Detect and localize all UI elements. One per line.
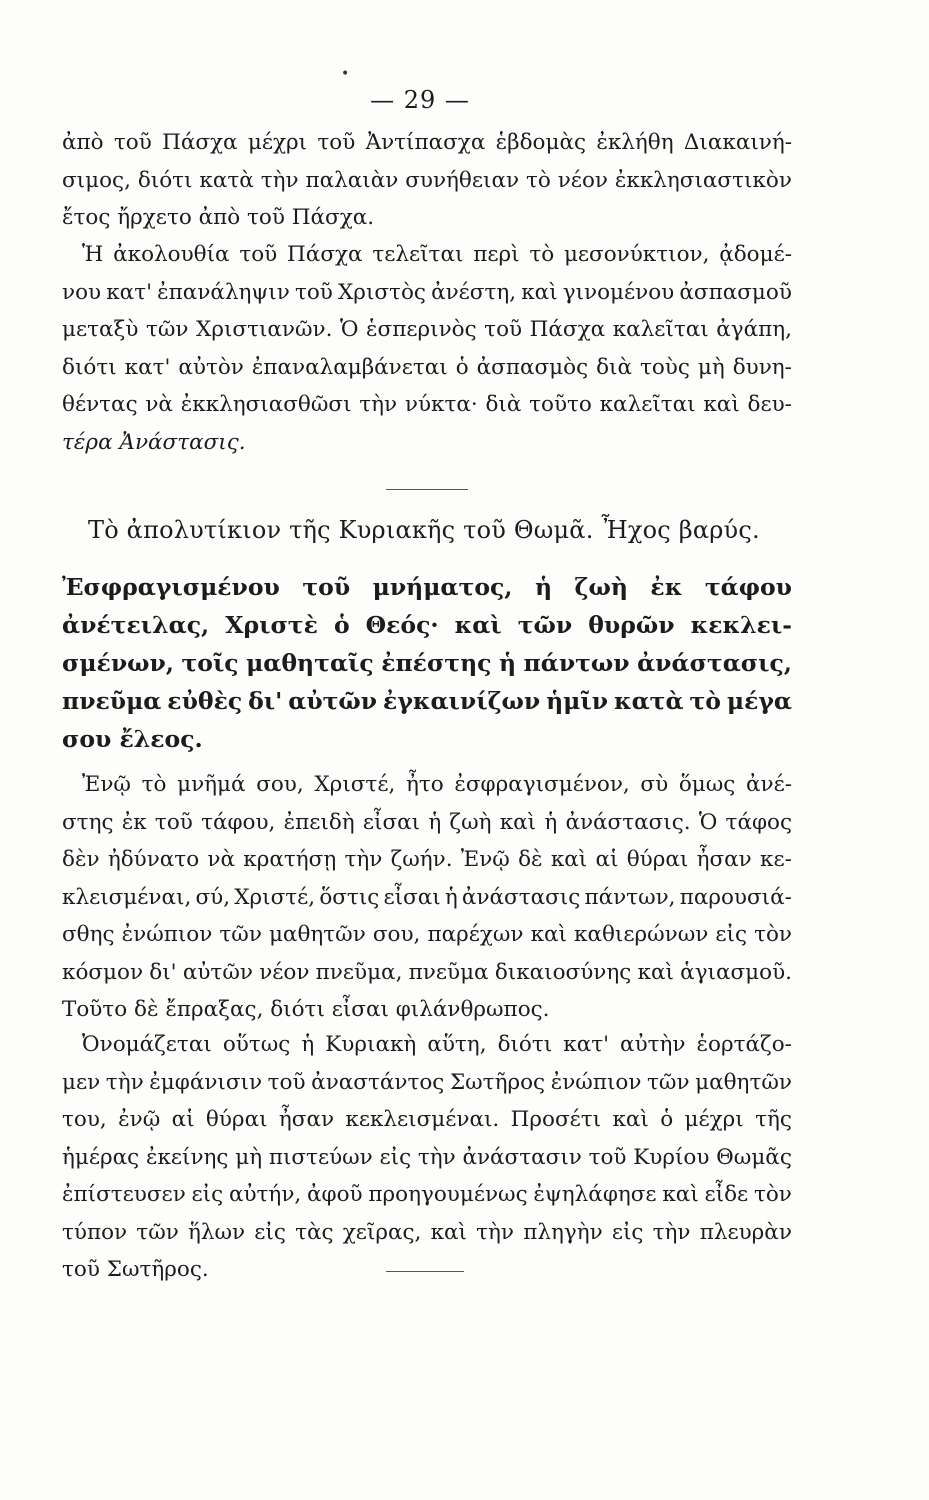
- section-divider: [386, 1271, 464, 1272]
- text-line: νου κατ' ἐπανάληψιν τοῦ Χριστὸς ἀνέστη, καὶ γινομένου ἀσπασμοῦ: [62, 279, 792, 305]
- text-line: ἀπὸ τοῦ Πάσχα μέχρι τοῦ Ἀντίπασχα ἑβδομὰς ἐκλήθη Διακαινή-: [62, 130, 792, 155]
- text-line: σιμος, διότι κατὰ τὴν παλαιὰν συνήθειαν τὸ νέον ἐκκλησιαστικὸν: [62, 167, 792, 193]
- text-line: ἡμέρας ἐκείνης μὴ πιστεύων εἰς τὴν ἀνάστασιν τοῦ Κυρίου Θωμᾶς: [62, 1144, 792, 1170]
- text-line: Ὀνομάζεται οὕτως ἡ Κυριακὴ αὕτη, διότι κατ' αὐτὴν ἑορτάζο-: [82, 1032, 792, 1057]
- text-line: Ἐνῷ τὸ μνῆμά σου, Χριστέ, ἦτο ἐσφραγισμένον, σὺ ὅμως ἀνέ-: [82, 772, 792, 797]
- text-line: μεταξὺ τῶν Χριστιανῶν. Ὁ ἑσπερινὸς τοῦ Πάσχα καλεῖται ἀγάπη,: [62, 317, 792, 342]
- text-line: Ἐσφραγισμένου τοῦ μνήματος, ἡ ζωὴ ἐκ τάφου: [62, 573, 792, 601]
- text-line: σμένων, τοῖς μαθηταῖς ἐπέστης ἡ πάντων ἀνάστασις,: [62, 649, 792, 677]
- text-line: ἐπίστευσεν εἰς αὐτήν, ἀφοῦ προηγουμένως ἐψηλάφησε καὶ εἶδε τὸν: [62, 1182, 792, 1207]
- text-line: δὲν ἠδύνατο νὰ κρατήσῃ τὴν ζωήν. Ἐνῷ δὲ καὶ αἱ θύραι ἦσαν κε-: [62, 847, 792, 872]
- section-heading: Τὸ ἀπολυτίκιον τῆς Κυριακῆς τοῦ Θωμᾶ. Ἦχος βαρύς.: [88, 516, 760, 544]
- paragraph-explanation: [62, 766, 792, 1029]
- paragraph-diakainesimos: [62, 124, 792, 237]
- text-line: κόσμον δι' αὐτῶν νέον πνεῦμα, πνεῦμα δικαιοσύνης καὶ ἁγιασμοῦ.: [62, 959, 792, 985]
- text-line: μεν τὴν ἐμφάνισιν τοῦ ἀναστάντος Σωτῆρος ἐνώπιον τῶν μαθητῶν: [62, 1069, 792, 1095]
- text-line: πνεῦμα εὐθὲς δι' αὐτῶν ἐγκαινίζων ἡμῖν κατὰ τὸ μέγα: [62, 687, 792, 715]
- paragraph-thomas-sunday: [62, 1026, 792, 1289]
- text-line: ἀνέτειλας, Χριστὲ ὁ Θεός· καὶ τῶν θυρῶν κεκλει-: [62, 611, 792, 639]
- text-line: του, ἐνῷ αἱ θύραι ἦσαν κεκλεισμέναι. Προσέτι καὶ ὁ μέχρι τῆς: [62, 1107, 792, 1132]
- text-line: θέντας νὰ ἐκκλησιασθῶσι τὴν νύκτα· διὰ τοῦτο καλεῖται καὶ δευ-: [62, 392, 792, 417]
- text-line: σθης ἐνώπιον τῶν μαθητῶν σου, παρέχων καὶ καθιερώνων εἰς τὸν: [62, 922, 792, 947]
- text-line: Ἡ ἀκολουθία τοῦ Πάσχα τελεῖται περὶ τὸ μεσονύκτιον, ᾀδομέ-: [82, 242, 792, 267]
- text-line: στης ἐκ τοῦ τάφου, ἐπειδὴ εἶσαι ἡ ζωὴ καὶ ἡ ἀνάστασις. Ὁ τάφος: [62, 809, 792, 835]
- text-line: Τοῦτο δὲ ἔπραξας, διότι εἶσαι φιλάνθρωπος.: [62, 997, 550, 1022]
- page-number: — 29 —: [370, 86, 470, 114]
- text-line: διότι κατ' αὐτὸν ἐπαναλαμβάνεται ὁ ἀσπασμὸς διὰ τοὺς μὴ δυνη-: [62, 354, 792, 380]
- text-line: τέρα Ἀνάστασις.: [62, 429, 246, 455]
- text-line: ἔτος ἤρχετο ἀπὸ τοῦ Πάσχα.: [62, 205, 375, 230]
- paragraph-pascha-service: [62, 236, 792, 461]
- page-mark: •: [341, 66, 350, 82]
- section-divider: [386, 489, 468, 490]
- text-line: σου ἔλεος.: [62, 725, 203, 753]
- apolytikion-text: [62, 568, 792, 758]
- text-line: κλεισμέναι, σύ, Χριστέ, ὅστις εἶσαι ἡ ἀνάστασις πάντων, παρουσιά-: [62, 884, 792, 910]
- text-line: τοῦ Σωτῆρος.: [62, 1257, 209, 1282]
- text-line: τύπον τῶν ἥλων εἰς τὰς χεῖρας, καὶ τὴν πληγὴν εἰς τὴν πλευρὰν: [62, 1219, 792, 1245]
